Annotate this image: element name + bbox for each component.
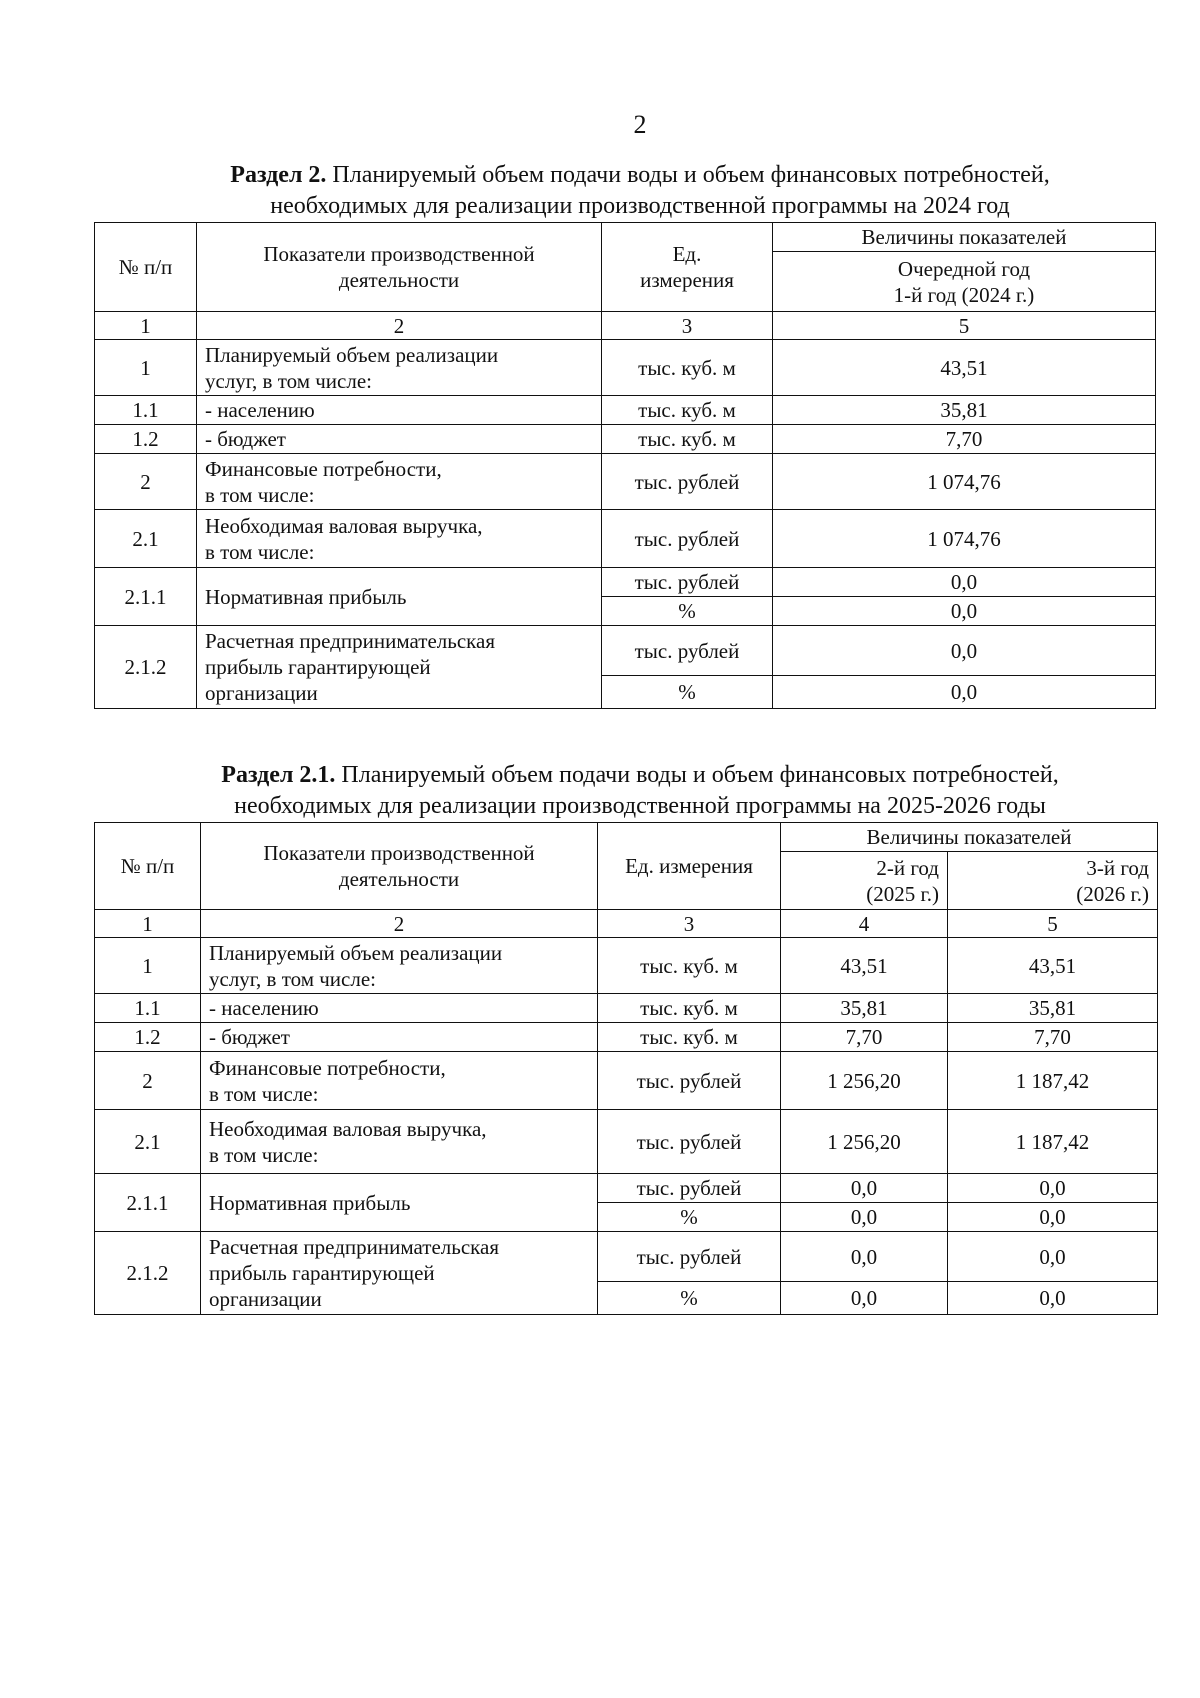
row-value: 0,0 — [773, 676, 1156, 709]
row-unit: % — [598, 1282, 781, 1315]
header-year-line-1: Очередной год — [897, 256, 1031, 281]
row-num: 1.1 — [95, 396, 197, 425]
section-2-1-title-text: Планируемый объем подачи воды и объем финансовых потребностей, — [341, 762, 1059, 788]
row-value-2026: 0,0 — [948, 1232, 1158, 1282]
row-value-2025: 35,81 — [781, 994, 948, 1023]
row-value: 35,81 — [773, 396, 1156, 425]
section-2-title-text: Планируемый объем подачи воды и объем финансовых потребностей, — [332, 162, 1050, 188]
table-row — [95, 1232, 1158, 1282]
section-2-1-title — [0, 760, 1200, 822]
header-year-2026-line-2: (2026 г.) — [1076, 881, 1149, 906]
row-unit: тыс. куб. м — [598, 1023, 781, 1052]
row-name: - населению — [197, 396, 602, 425]
header-unit: Ед. измерения — [598, 823, 781, 910]
header-indicator-line-1: Показатели производственной — [263, 242, 535, 266]
column-number-row — [95, 312, 1156, 340]
row-value-2025: 7,70 — [781, 1023, 948, 1052]
table-row — [95, 510, 1156, 568]
row-value: 7,70 — [773, 425, 1156, 454]
section-2-1-title-line-2: необходимых для реализации производственной программы на 2025-2026 годы — [234, 793, 1046, 819]
row-value: 0,0 — [773, 626, 1156, 676]
row-name-line-3: организации — [209, 1287, 322, 1311]
table-row — [95, 1110, 1158, 1174]
header-values-group: Величины показателей — [773, 223, 1156, 252]
row-value-2026: 7,70 — [948, 1023, 1158, 1052]
row-name — [201, 1052, 598, 1110]
row-value: 1 074,76 — [773, 454, 1156, 510]
table-row — [95, 938, 1158, 994]
col-number: 1 — [95, 910, 201, 938]
col-number: 2 — [201, 910, 598, 938]
row-num: 2.1.2 — [95, 626, 197, 709]
row-value-2025: 0,0 — [781, 1203, 948, 1232]
row-num: 1.2 — [95, 1023, 201, 1052]
header-row — [95, 823, 1158, 852]
table-row — [95, 425, 1156, 454]
row-value-2025: 0,0 — [781, 1232, 948, 1282]
row-num: 2 — [95, 1052, 201, 1110]
row-name — [201, 1232, 598, 1315]
row-name: - бюджет — [197, 425, 602, 454]
row-value-2026: 35,81 — [948, 994, 1158, 1023]
col-number: 5 — [773, 312, 1156, 340]
row-value-2026: 1 187,42 — [948, 1052, 1158, 1110]
row-name-line-1: Планируемый объем реализации — [209, 940, 503, 965]
col-number: 3 — [602, 312, 773, 340]
row-name-line-2: в том числе: — [209, 1081, 319, 1106]
row-name — [197, 626, 602, 709]
row-value: 1 074,76 — [773, 510, 1156, 568]
row-name-line-1: Финансовые потребности, — [205, 456, 442, 481]
table-row — [95, 454, 1156, 510]
table-row — [95, 1023, 1158, 1052]
row-unit: тыс. рублей — [602, 454, 773, 510]
row-name — [201, 938, 598, 994]
section-2-1-table — [94, 822, 1158, 1315]
row-value: 43,51 — [773, 340, 1156, 396]
table-row — [95, 568, 1156, 597]
row-name-line-2: в том числе: — [205, 539, 315, 564]
header-indicator — [197, 223, 602, 312]
row-value-2025: 1 256,20 — [781, 1052, 948, 1110]
header-year-line-2: 1-й год (2024 г.) — [893, 282, 1035, 307]
row-value-2026: 0,0 — [948, 1174, 1158, 1203]
section-2-title-line-2: необходимых для реализации производственной программы на 2024 год — [270, 193, 1010, 219]
row-unit: тыс. рублей — [598, 1110, 781, 1174]
row-name — [197, 510, 602, 568]
row-unit: тыс. рублей — [602, 510, 773, 568]
row-num: 1.2 — [95, 425, 197, 454]
row-name-line-2: в том числе: — [205, 482, 315, 507]
row-num: 1.1 — [95, 994, 201, 1023]
header-values-group: Величины показателей — [781, 823, 1158, 852]
row-unit: тыс. рублей — [598, 1232, 781, 1282]
row-name-line-2: прибыль гарантирующей — [209, 1261, 435, 1285]
row-num: 1 — [95, 938, 201, 994]
page-number: 2 — [633, 110, 647, 139]
row-unit: % — [602, 676, 773, 709]
row-unit: тыс. рублей — [598, 1052, 781, 1110]
row-name-line-2: услуг, в том числе: — [209, 966, 377, 991]
row-name-line-2: услуг, в том числе: — [205, 368, 373, 393]
row-name — [197, 454, 602, 510]
row-value-2026: 0,0 — [948, 1203, 1158, 1232]
row-name — [197, 340, 602, 396]
row-value: 0,0 — [773, 597, 1156, 626]
row-value-2026: 0,0 — [948, 1282, 1158, 1315]
header-num: № п/п — [95, 223, 197, 312]
row-name-line-3: организации — [205, 681, 318, 705]
col-number: 3 — [598, 910, 781, 938]
row-value-2026: 1 187,42 — [948, 1110, 1158, 1174]
row-num: 2.1.2 — [95, 1232, 201, 1315]
row-unit: тыс. рублей — [598, 1174, 781, 1203]
row-unit: тыс. куб. м — [598, 938, 781, 994]
row-value: 0,0 — [773, 568, 1156, 597]
row-name-line-1: Расчетная предпринимательская — [205, 629, 496, 653]
row-num: 2.1 — [95, 1110, 201, 1174]
section-2-1-label: Раздел 2.1. — [221, 762, 336, 788]
section-2-title-line-1 — [0, 160, 1200, 191]
row-name: - бюджет — [201, 1023, 598, 1052]
row-unit: тыс. рублей — [602, 568, 773, 597]
section-2-title — [0, 160, 1200, 222]
header-row — [95, 223, 1156, 252]
col-number: 1 — [95, 312, 197, 340]
header-year-2026 — [948, 852, 1158, 910]
row-value-2025: 43,51 — [781, 938, 948, 994]
header-indicator — [201, 823, 598, 910]
header-indicator-line-2: деятельности — [338, 867, 460, 891]
table-row — [95, 340, 1156, 396]
row-unit: тыс. куб. м — [602, 396, 773, 425]
row-unit: тыс. рублей — [602, 626, 773, 676]
row-name-line-2: в том числе: — [209, 1142, 319, 1167]
col-number: 5 — [948, 910, 1158, 938]
table-row — [95, 626, 1156, 676]
header-unit — [602, 223, 773, 312]
row-name-line-1: Необходимая валовая выручка, — [209, 1116, 487, 1141]
table-row — [95, 396, 1156, 425]
col-number: 4 — [781, 910, 948, 938]
section-2-label: Раздел 2. — [230, 162, 327, 188]
column-number-row — [95, 910, 1158, 938]
table-row — [95, 1174, 1158, 1203]
row-unit: % — [598, 1203, 781, 1232]
row-value-2026: 43,51 — [948, 938, 1158, 994]
row-unit: тыс. куб. м — [602, 340, 773, 396]
row-value-2025: 0,0 — [781, 1174, 948, 1203]
header-indicator-line-2: деятельности — [338, 268, 460, 292]
row-name — [201, 1110, 598, 1174]
row-num: 2.1.1 — [95, 568, 197, 626]
header-year-2025-line-1: 2-й год — [876, 855, 939, 880]
header-num: № п/п — [95, 823, 201, 910]
header-indicator-line-1: Показатели производственной — [263, 841, 535, 865]
row-name-line-1: Финансовые потребности, — [209, 1055, 446, 1080]
row-unit: тыс. куб. м — [602, 425, 773, 454]
header-year-2025-line-2: (2025 г.) — [866, 881, 939, 906]
row-name-line-1: Расчетная предпринимательская — [209, 1235, 500, 1259]
row-name-line-1: Планируемый объем реализации — [205, 342, 499, 367]
header-year — [773, 252, 1156, 312]
row-unit: тыс. куб. м — [598, 994, 781, 1023]
row-num: 2.1 — [95, 510, 197, 568]
row-name: Нормативная прибыль — [197, 568, 602, 626]
row-value-2025: 0,0 — [781, 1282, 948, 1315]
table-row — [95, 994, 1158, 1023]
row-num: 1 — [95, 340, 197, 396]
header-year-2026-line-1: 3-й год — [1086, 855, 1149, 880]
section-2-table — [94, 222, 1156, 709]
row-unit: % — [602, 597, 773, 626]
row-num: 2.1.1 — [95, 1174, 201, 1232]
row-name-line-2: прибыль гарантирующей — [205, 655, 431, 679]
section-2-1-title-line-1 — [0, 760, 1200, 791]
row-value-2025: 1 256,20 — [781, 1110, 948, 1174]
row-name: Нормативная прибыль — [201, 1174, 598, 1232]
table-row — [95, 1052, 1158, 1110]
header-unit-line-2: измерения — [640, 268, 734, 292]
col-number: 2 — [197, 312, 602, 340]
header-unit-line-1: Ед. — [672, 242, 702, 266]
row-name: - населению — [201, 994, 598, 1023]
row-num: 2 — [95, 454, 197, 510]
row-name-line-1: Необходимая валовая выручка, — [205, 513, 483, 538]
header-year-2025 — [781, 852, 948, 910]
